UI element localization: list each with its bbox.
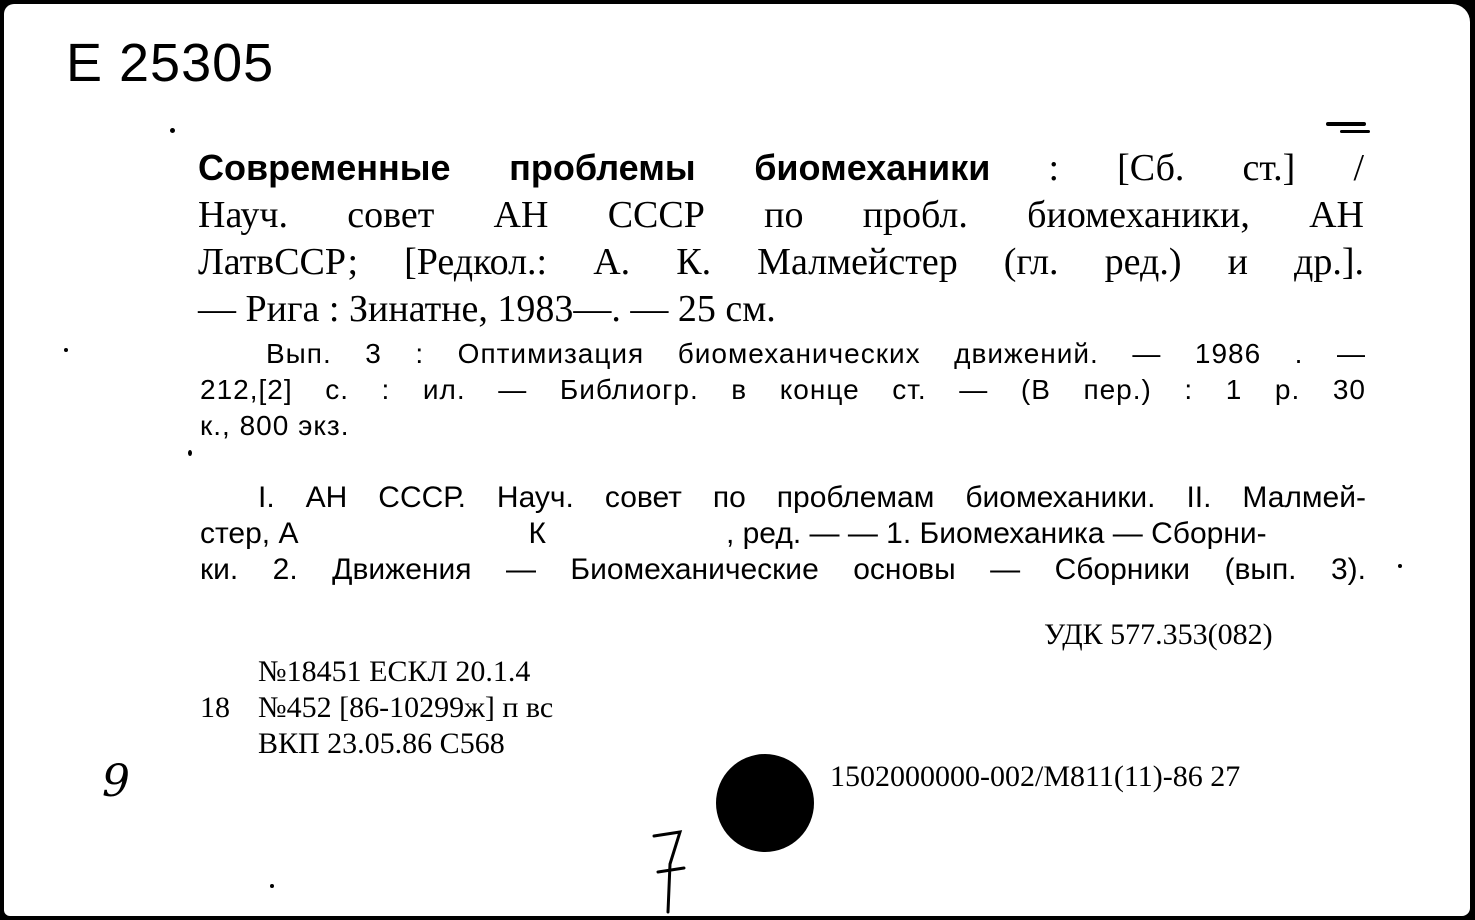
handwritten-nine: 9 <box>102 756 130 807</box>
registration-line-2 <box>200 690 553 726</box>
registration-line-1: №18451 ЕСКЛ 20.1.4 <box>258 655 531 688</box>
registration-number: №452 [86-10299ж] п вс <box>258 691 554 724</box>
registration-block <box>200 654 553 762</box>
subjects-line-2 <box>200 516 1366 552</box>
call-number: Е 25305 <box>66 33 275 93</box>
speck <box>188 450 192 456</box>
publication-line: — Рига : Зинатне, 1983—. — 25 см. <box>198 288 776 330</box>
subjects-block <box>200 480 1366 588</box>
speck <box>270 884 274 888</box>
volume-line-1: Вып. 3 : Оптимизация биомеханических движений. — 1986 . — <box>266 338 1366 369</box>
book-title: Современные проблемы биомеханики <box>198 147 991 188</box>
subjects-line-1: I. АН СССР. Науч. совет по проблемам биомеханики. II. Малмей- <box>258 481 1366 514</box>
catalog-card <box>4 4 1470 916</box>
title-block <box>198 144 1364 333</box>
udc-classification: УДК 577.353(082) <box>1044 618 1273 651</box>
author-name-part: стер, А <box>200 517 299 550</box>
volume-line-3: к., 800 экз. <box>200 410 350 441</box>
speck <box>1326 122 1366 126</box>
isbn-line: 1502000000-002/М811(11)-86 27 <box>830 760 1241 793</box>
subjects-line-3: ки. 2. Движения — Биомеханические основы — Сборники (вып. 3). <box>200 553 1366 586</box>
black-dot-mark <box>716 754 814 852</box>
registration-prefix: 18 <box>200 691 230 724</box>
speck <box>170 128 175 133</box>
subjects-line-2-rest: , ред. — — 1. Биомеханика — Сборни- <box>725 517 1267 550</box>
title-line-1 <box>198 144 1364 192</box>
speck <box>64 348 68 352</box>
speck <box>1398 564 1402 568</box>
registration-line-3: ВКП 23.05.86 С568 <box>258 727 505 760</box>
volume-line-2: 212,[2] с. : ил. — Библиогр. в конце ст. — (В пер.) : 1 р. 30 <box>200 374 1366 405</box>
volume-block <box>200 336 1366 444</box>
speck <box>1340 130 1370 133</box>
author-initial: К <box>528 517 546 550</box>
title-statement: : [Сб. ст.] / <box>990 147 1365 189</box>
title-line-2: Науч. совет АН СССР по пробл. биомеханики, АН <box>198 194 1364 236</box>
handwritten-seven-mark <box>640 824 700 916</box>
title-line-3: ЛатвССР; [Редкол.: А. К. Малмейстер (гл. ред.) и др.]. <box>198 241 1364 283</box>
